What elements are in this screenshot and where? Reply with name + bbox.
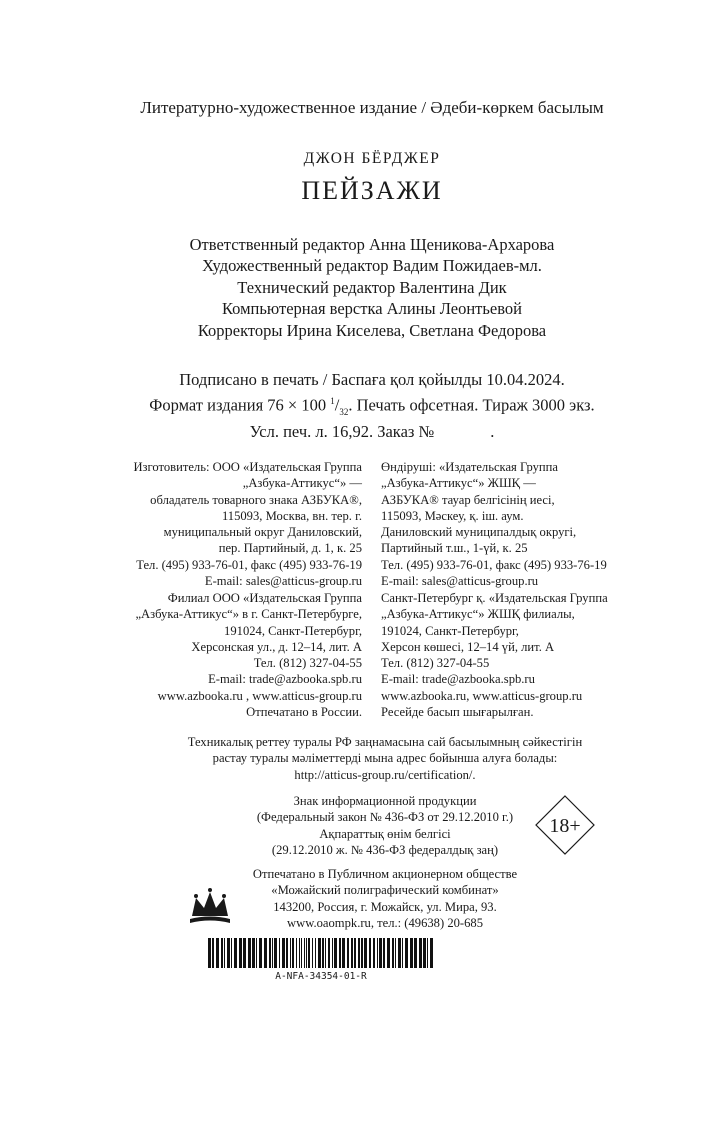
- barcode-bar: [243, 938, 246, 968]
- barcode-bar: [379, 938, 382, 968]
- barcode-bar: [274, 938, 277, 968]
- printer-info: Отпечатано в Публичном акционерном обществе «Можайский полиграфический комбинат» 143200, Россия, г. Можайск, ул. Мира, 93. www.oaompk.ru, тел.: (49638) 20-685: [252, 867, 518, 930]
- barcode-bar: [306, 938, 307, 968]
- barcode-bar: [234, 938, 237, 968]
- barcode-bar: [292, 938, 294, 968]
- barcode-bar: [383, 938, 385, 968]
- credit-line: Корректоры Ирина Киселева, Светлана Федорова: [197, 320, 547, 340]
- manufacturer-kz: Өндіруші: «Издательская Группа „Азбука-Аттикус“» ЖШҚ — АЗБУКА® тауар белгісінің иесі, 115093, Мәскеу, қ. іш. аум. Даниловский муниципалдық округі, Партийный т.ш., 1-үй, к. 25 Тел. (495) 933-76-01, факс (495) 933-76-19 E-mail: sales@atticus-group.ru: [381, 460, 607, 589]
- barcode-bar: [282, 938, 285, 968]
- barcode-bar: [410, 938, 413, 968]
- barcode-bar: [322, 938, 324, 968]
- barcode-bar: [299, 938, 300, 968]
- barcode-bar: [423, 938, 426, 968]
- barcode-bar: [398, 938, 401, 968]
- barcode-bar: [402, 938, 403, 968]
- barcode-bar: [304, 938, 305, 968]
- barcode-bar: [414, 938, 417, 968]
- barcode-bar: [405, 938, 408, 968]
- barcode-bar: [269, 938, 271, 968]
- branch-kz: Санкт-Петербург қ. «Издательская Группа „Азбука-Аттикус“» ЖШҚ филиалы, 191024, Санкт-Петербург, Херсон көшесі, 12–14 үй, лит. А Тел. (812) 327-04-55 E-mail: trade@azbooka.spb.ru: [381, 591, 608, 687]
- web-ru: www.azbooka.ru , www.atticus-group.ru Отпечатано в России.: [157, 689, 362, 720]
- credit-line: Художественный редактор Вадим Пожидаев-мл.: [202, 256, 542, 276]
- signed-date: Подписано в печать / Баспаға қол қойылды 10.04.2024.: [179, 370, 565, 389]
- barcode: [208, 938, 434, 968]
- barcode-bar: [373, 938, 375, 968]
- barcode-bar: [221, 938, 223, 968]
- barcode-bar: [358, 938, 360, 968]
- credit-line: Ответственный редактор Анна Щеникова-Архарова: [189, 235, 555, 254]
- barcode-bar: [264, 938, 267, 968]
- author-name: ДЖОН БЁРДЖЕР: [303, 150, 441, 167]
- barcode-bar: [231, 938, 232, 968]
- barcode-bar: [216, 938, 219, 968]
- barcode-bar: [332, 938, 333, 968]
- barcode-bar: [252, 938, 255, 968]
- barcode-bar: [308, 938, 310, 968]
- barcode-bar: [325, 938, 326, 968]
- barcode-bar: [395, 938, 396, 968]
- barcode-bar: [334, 938, 337, 968]
- print-info-block: [0, 370, 709, 443]
- barcode-bar: [290, 938, 291, 968]
- web-kz: www.azbooka.ru, www.atticus-group.ru Ресейде басып шығарылған.: [381, 689, 583, 720]
- info-product-sign: Знак информационной продукции (Федеральный закон № 436-ФЗ от 29.12.2010 г.) Ақпараттық өнім белгісі (29.12.2010 ж. № 436-ФЗ федералдық заң): [256, 794, 514, 857]
- svg-text:18+: 18+: [549, 815, 581, 837]
- age-rating-badge: [535, 795, 595, 855]
- barcode-bar: [286, 938, 288, 968]
- barcode-bar: [354, 938, 356, 968]
- barcode-bar: [279, 938, 280, 968]
- barcode-bar: [430, 938, 433, 968]
- barcode-bar: [318, 938, 321, 968]
- barcode-bar: [342, 938, 345, 968]
- credits-block: [0, 234, 709, 341]
- barcode-bar: [387, 938, 390, 968]
- barcode-bar: [239, 938, 242, 968]
- barcode-bar: [224, 938, 225, 968]
- barcode-bar: [361, 938, 363, 968]
- credit-line: Технический редактор Валентина Дик: [237, 277, 507, 297]
- barcode-bar: [419, 938, 422, 968]
- manufacturer-ru: Изготовитель: ООО «Издательская Группа „Азбука-Аттикус“» — обладатель товарного знака АЗБУКА®, 115093, Москва, вн. тер. г. муниципальный округ Даниловский, пер. Партийный, д. 1, к. 25 Тел. (495) 933-76-01, факс (495) 933-76-19 E-mail: sales@atticus-group.ru: [133, 460, 362, 589]
- barcode-bar: [248, 938, 251, 968]
- series-line: Литературно-художественное издание / Әдеби-көркем басылым: [140, 98, 604, 117]
- book-title: ПЕЙЗАЖИ: [301, 176, 443, 205]
- barcode-bar: [351, 938, 353, 968]
- barcode-bar: [208, 938, 211, 968]
- barcode-bar: [259, 938, 262, 968]
- barcode-bar: [296, 938, 297, 968]
- barcode-bar: [369, 938, 371, 968]
- barcode-bar: [312, 938, 313, 968]
- credit-line: Компьютерная верстка Алины Леонтьевой: [221, 299, 522, 319]
- barcode-bar: [427, 938, 428, 968]
- barcode-bar: [315, 938, 316, 968]
- barcode-text: A-NFA-34354-01-R: [275, 971, 367, 982]
- branch-ru: Филиал ООО «Издательская Группа „Азбука-Аттикус“» в г. Санкт-Петербурге, 191024, Санкт-Петербург, Херсонская ул., д. 12–14, лит. А Тел. (812) 327-04-55 E-mail: trade@azbooka.spb.ru: [135, 591, 362, 687]
- barcode-bar: [392, 938, 394, 968]
- tech-regulation-note: Техникалық реттеу туралы РФ заңнамасына сай басылымның сәйкестігін растау туралы мәліметтерді мына адрес бойынша алуға болады: http://atticus-group.ru/certification/.: [187, 735, 583, 782]
- barcode-bar: [377, 938, 378, 968]
- barcode-bar: [328, 938, 330, 968]
- barcode-bar: [212, 938, 214, 968]
- barcode-bar: [347, 938, 349, 968]
- barcode-bar: [256, 938, 257, 968]
- sheets-line: Усл. печ. л. 16,92. Заказ № .: [249, 421, 495, 441]
- barcode-bar: [227, 938, 230, 968]
- barcode-bar: [272, 938, 273, 968]
- barcode-bar: [301, 938, 302, 968]
- barcode-bar: [364, 938, 367, 968]
- barcode-bar: [339, 938, 341, 968]
- format-line: Формат издания 76 × 100 $^1/_{32}$. Печать офсетная. Тираж 3000 экз.: [149, 395, 595, 417]
